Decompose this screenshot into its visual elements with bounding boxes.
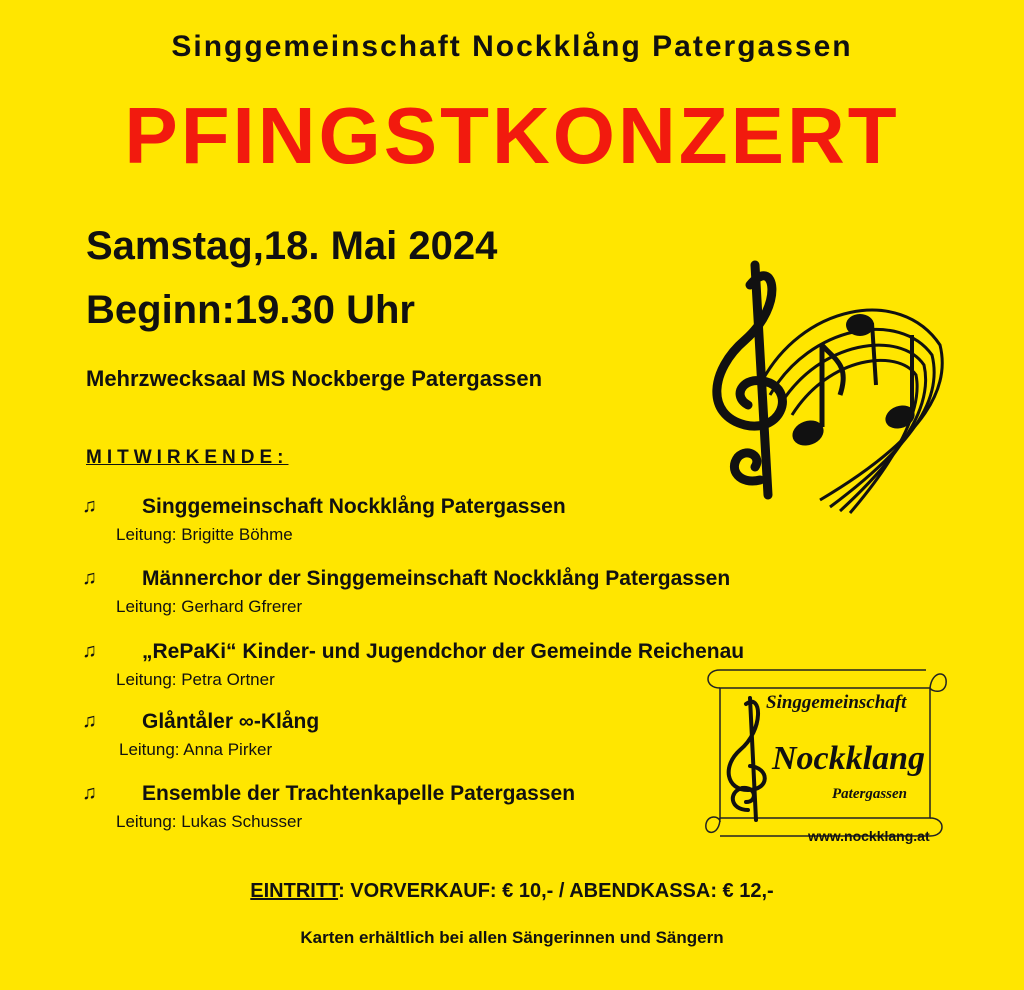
music-note-icon: ♫ (82, 710, 97, 732)
concert-title: PFINGSTKONZERT (124, 91, 900, 180)
music-note-icon: ♫ (82, 495, 97, 517)
website-link[interactable]: www.nockklang.at (808, 828, 930, 844)
admission-prices: : VORVERKAUF: € 10,- / ABENDKASSA: € 12,- (338, 880, 774, 902)
performer-name: „RePaKi“ Kinder- und Jugendchor der Gemeinde Reichenau (142, 640, 745, 663)
performer-leader: Leitung: Gerhard Gfrerer (116, 597, 303, 616)
performers-heading: MITWIRKENDE: (86, 447, 289, 468)
performer-leader: Leitung: Petra Ortner (116, 670, 275, 689)
music-note-icon: ♫ (82, 640, 97, 662)
logo-line-1: Singgemeinschaft (766, 692, 907, 713)
logo-line-2: Nockklang (772, 740, 925, 777)
performer-name: Glåntåler ∞-Klång (142, 710, 320, 733)
performer-name: Singgemeinschaft Nockklång Patergassen (142, 495, 566, 518)
performer-leader: Leitung: Lukas Schusser (116, 812, 303, 831)
music-notes-icon (700, 245, 960, 515)
music-note-icon: ♫ (82, 782, 97, 804)
performer-leader: Leitung: Anna Pirker (119, 740, 273, 759)
admission-label: EINTRITT (250, 880, 339, 902)
performer-name: Ensemble der Trachtenkapelle Patergassen (142, 782, 576, 805)
organization-title: Singgemeinschaft Nockklång Patergassen (171, 30, 853, 63)
performer-leader: Leitung: Brigitte Böhme (116, 525, 293, 544)
performer-name: Männerchor der Singgemeinschaft Nockklång Patergassen (142, 567, 731, 590)
ticket-info: Karten erhältlich bei allen Sängerinnen und Sängern (300, 928, 724, 947)
music-note-icon: ♫ (82, 567, 97, 589)
event-venue: Mehrzwecksaal MS Nockberge Patergassen (86, 366, 543, 391)
logo-line-3: Patergassen (832, 786, 907, 802)
event-time: Beginn:19.30 Uhr (86, 288, 415, 332)
admission-line (0, 880, 1024, 903)
event-date: Samstag,18. Mai 2024 (86, 224, 498, 268)
